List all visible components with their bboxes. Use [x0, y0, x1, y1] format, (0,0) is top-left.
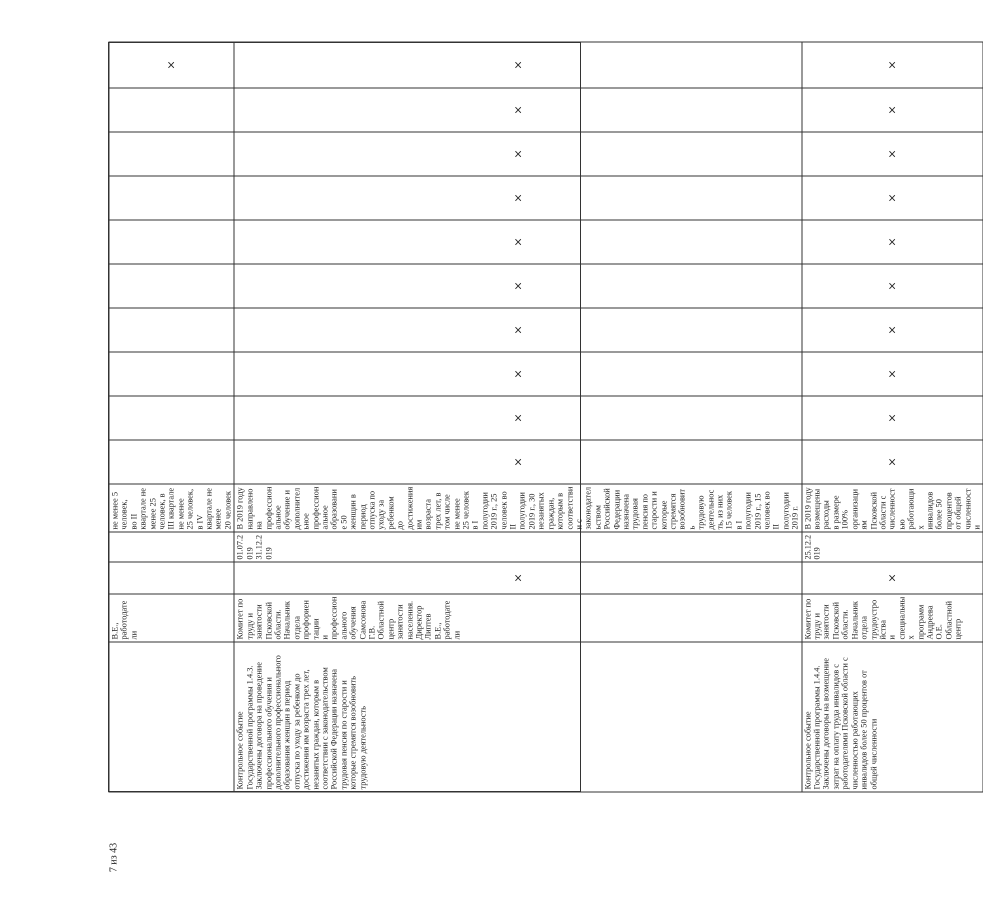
event-cell	[109, 642, 234, 792]
event-cell: Контрольное событие Государственной программы 1.4.3. Заключены договора на проведение профессионального обучения и дополнительного профессионального образования женщин в период отпуска по уходу за ребенком до достижения им возраста трех лет, незанятых граждан, которым в соответствии с законодательством Российской Федерации назначена трудовая пенсия по старости и которые стремятся возобновить трудовую деятельность	[234, 642, 801, 792]
quarter-mark-cell: ×	[234, 440, 801, 484]
mark-cell	[109, 562, 234, 594]
quarter-mark-cell: ×	[801, 264, 983, 308]
table-row	[234, 42, 801, 792]
quarter-mark-cell	[109, 352, 234, 396]
control-events-table	[108, 41, 983, 792]
quarter-mark-cell: ×	[234, 308, 801, 352]
quarter-mark-cell: ×	[801, 440, 983, 484]
responsible-cell: Комитет по труду и занятости Псковской области. Начальник отдела профориентации и профессионального обучения Самсонова Г.В. Областной центр занятости населения. Директор Липтев В.Е., работодатели	[234, 594, 801, 642]
rotated-table-wrapper	[108, 42, 981, 792]
quarter-mark-cell: ×	[234, 264, 801, 308]
quarter-mark-cell	[109, 440, 234, 484]
result-cell: не менее 5 человек, во II квартале не менее 25 человек, в III квартале не менее 25 человек, в IV квартале не менее 20 человек	[109, 484, 234, 532]
responsible-cell: Комитет по труду и занятости Псковской области. Начальник отдела трудоустройства и специальных программ Андреева О.Е. Областной центр	[801, 594, 983, 642]
responsible-cell: В.Е., работодатели	[109, 594, 234, 642]
quarter-mark-cell	[109, 308, 234, 352]
event-cell: Контрольное событие Государственной программы 1.4.4. Заключены договоры на возмещение затрат на оплату труда инвалидов с работодателями Псковской области с численностью работающих инвалидов более 50 процентов от общей численности	[801, 642, 983, 792]
page-number: 7 из 43	[108, 842, 120, 873]
quarter-mark-cell	[109, 176, 234, 220]
quarter-mark-cell: ×	[234, 132, 801, 176]
quarter-mark-cell: ×	[801, 308, 983, 352]
quarter-mark-cell	[109, 220, 234, 264]
quarter-mark-cell: ×	[801, 396, 983, 440]
schedule-table-frame	[108, 42, 981, 792]
quarter-mark-cell: ×	[801, 88, 983, 132]
quarter-mark-cell: ×	[234, 220, 801, 264]
result-cell: В 2019 году направлено на профессиональное обучение и дополнительное профессиональное образование 50 женщин в период отпуска по уходу за ребенком до достижения им возраста трех лет, в том числе не менее 25 человек в I полугодии 2019 г., 25 человек во II полугодии 2019 г., 30 незанятых граждан, которым в соответствии с законодательством Российской Федерации назначена трудовая пенсия по старости и которые стремятся возобновить трудовую деятельность, из них 15 человек в I полугодии 2019 г., 15 человек во II полугодии 2019 г.	[234, 484, 801, 532]
dates-cell	[109, 532, 234, 562]
quarter-mark-cell	[109, 88, 234, 132]
quarter-mark-cell	[109, 264, 234, 308]
mark-cell: ×	[801, 562, 983, 594]
quarter-mark-cell	[109, 132, 234, 176]
quarter-mark-cell: ×	[109, 42, 234, 88]
quarter-mark-cell	[109, 396, 234, 440]
mark-cell: ×	[234, 562, 801, 594]
table-row	[801, 42, 983, 792]
quarter-mark-cell: ×	[801, 132, 983, 176]
table-row	[109, 42, 234, 792]
quarter-mark-cell: ×	[801, 42, 983, 88]
result-cell: В 2019 году возмещены расходы в размере 100% организациям Псковской области с численностью работающих инвалидов более 50 процентов от общей численности	[801, 484, 983, 532]
dates-cell: 25.12.2019	[801, 532, 983, 562]
quarter-mark-cell: ×	[234, 176, 801, 220]
quarter-mark-cell: ×	[234, 352, 801, 396]
quarter-mark-cell: ×	[234, 42, 801, 88]
quarter-mark-cell: ×	[234, 396, 801, 440]
quarter-mark-cell: ×	[801, 352, 983, 396]
quarter-mark-cell: ×	[801, 176, 983, 220]
quarter-mark-cell: ×	[234, 88, 801, 132]
table-body	[109, 42, 983, 792]
quarter-mark-cell: ×	[801, 220, 983, 264]
dates-cell: 01.07.2019 31.12.2019	[234, 532, 801, 562]
